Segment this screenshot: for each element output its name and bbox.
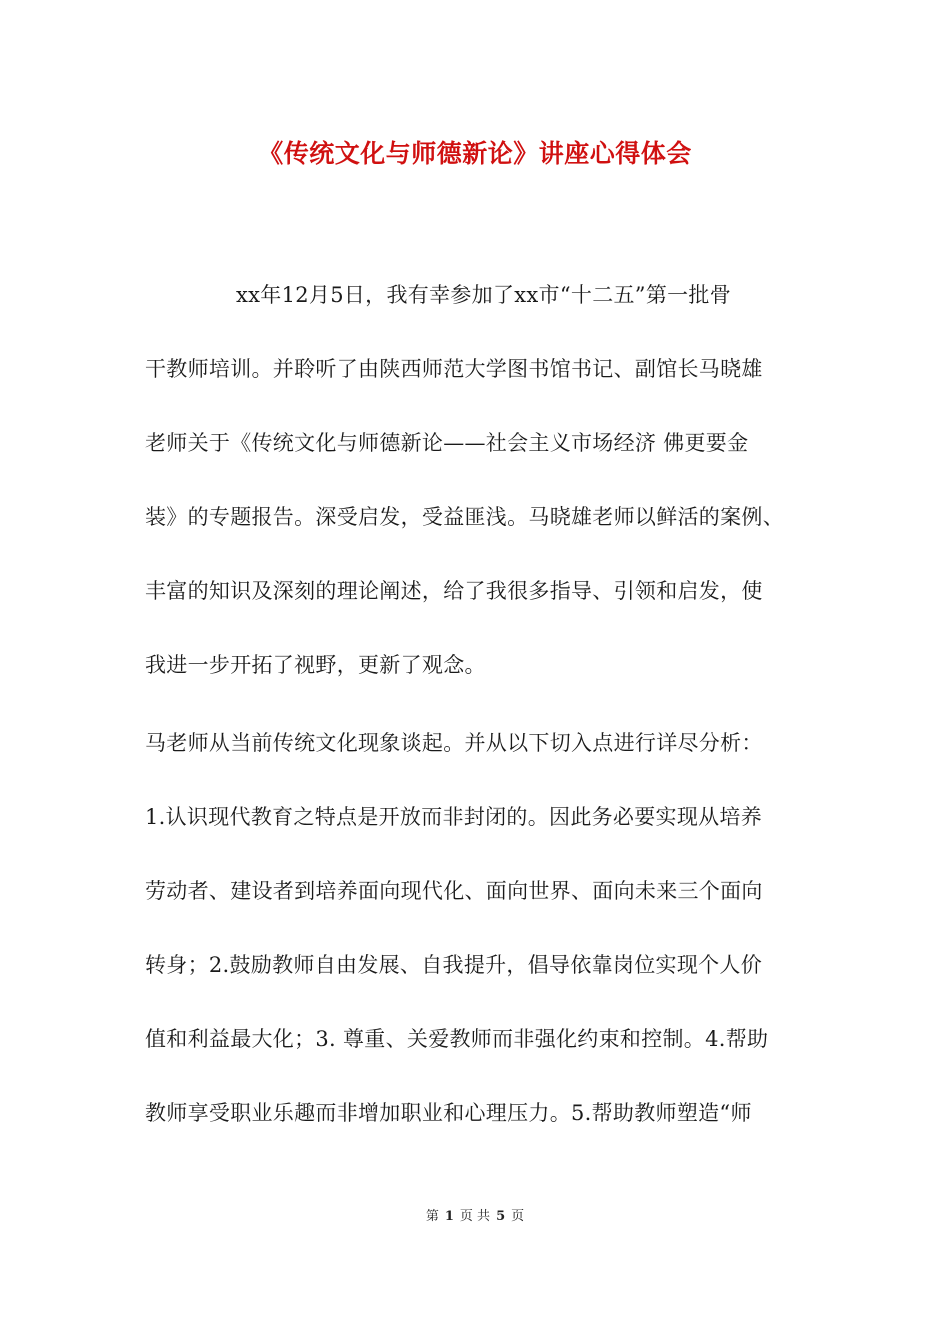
paragraph-line-5: 丰富的知识及深刻的理论阐述，给了我很多指导、引领和启发，使 xyxy=(145,579,763,603)
paragraph-line-3: 老师关于《传统文化与师德新论——社会主义市场经济 佛更要金 xyxy=(145,431,749,455)
page-footer xyxy=(0,1208,950,1226)
paragraph-line-9: 劳动者、建设者到培养面向现代化、面向世界、面向未来三个面向 xyxy=(145,879,763,903)
paragraph-line-2: 干教师培训。并聆听了由陕西师范大学图书馆书记、副馆长马晓雄 xyxy=(145,357,763,381)
document-title: 《传统文化与师德新论》讲座心得体会 xyxy=(258,139,692,168)
footer-total-pages: 5 xyxy=(496,1209,506,1224)
paragraph-line-7: 马老师从当前传统文化现象谈起。并从以下切入点进行详尽分析： xyxy=(145,731,763,755)
paragraph-line-1: xx年12月5日，我有幸参加了xx市“十二五”第一批骨 xyxy=(236,283,732,307)
paragraph-line-6: 我进一步开拓了视野，更新了观念。 xyxy=(145,653,486,677)
paragraph-line-4: 装》的专题报告。深受启发，受益匪浅。马晓雄老师以鲜活的案例、 xyxy=(145,505,784,529)
paragraph-line-8: 1.认识现代教育之特点是开放而非封闭的。因此务必要实现从培养 xyxy=(145,805,763,829)
paragraph-line-12: 教师享受职业乐趣而非增加职业和心理压力。5.帮助教师塑造“师 xyxy=(145,1101,752,1125)
footer-middle: 页 共 xyxy=(459,1209,491,1224)
footer-current-page: 1 xyxy=(444,1209,454,1224)
paragraph-line-11: 值和利益最大化；3. 尊重、关爱教师而非强化约束和控制。4.帮助 xyxy=(145,1027,769,1051)
paragraph-line-10: 转身；2.鼓励教师自由发展、自我提升，倡导依靠岗位实现个人价 xyxy=(145,953,763,977)
footer-prefix: 第 xyxy=(425,1209,439,1224)
footer-suffix: 页 xyxy=(511,1209,525,1224)
